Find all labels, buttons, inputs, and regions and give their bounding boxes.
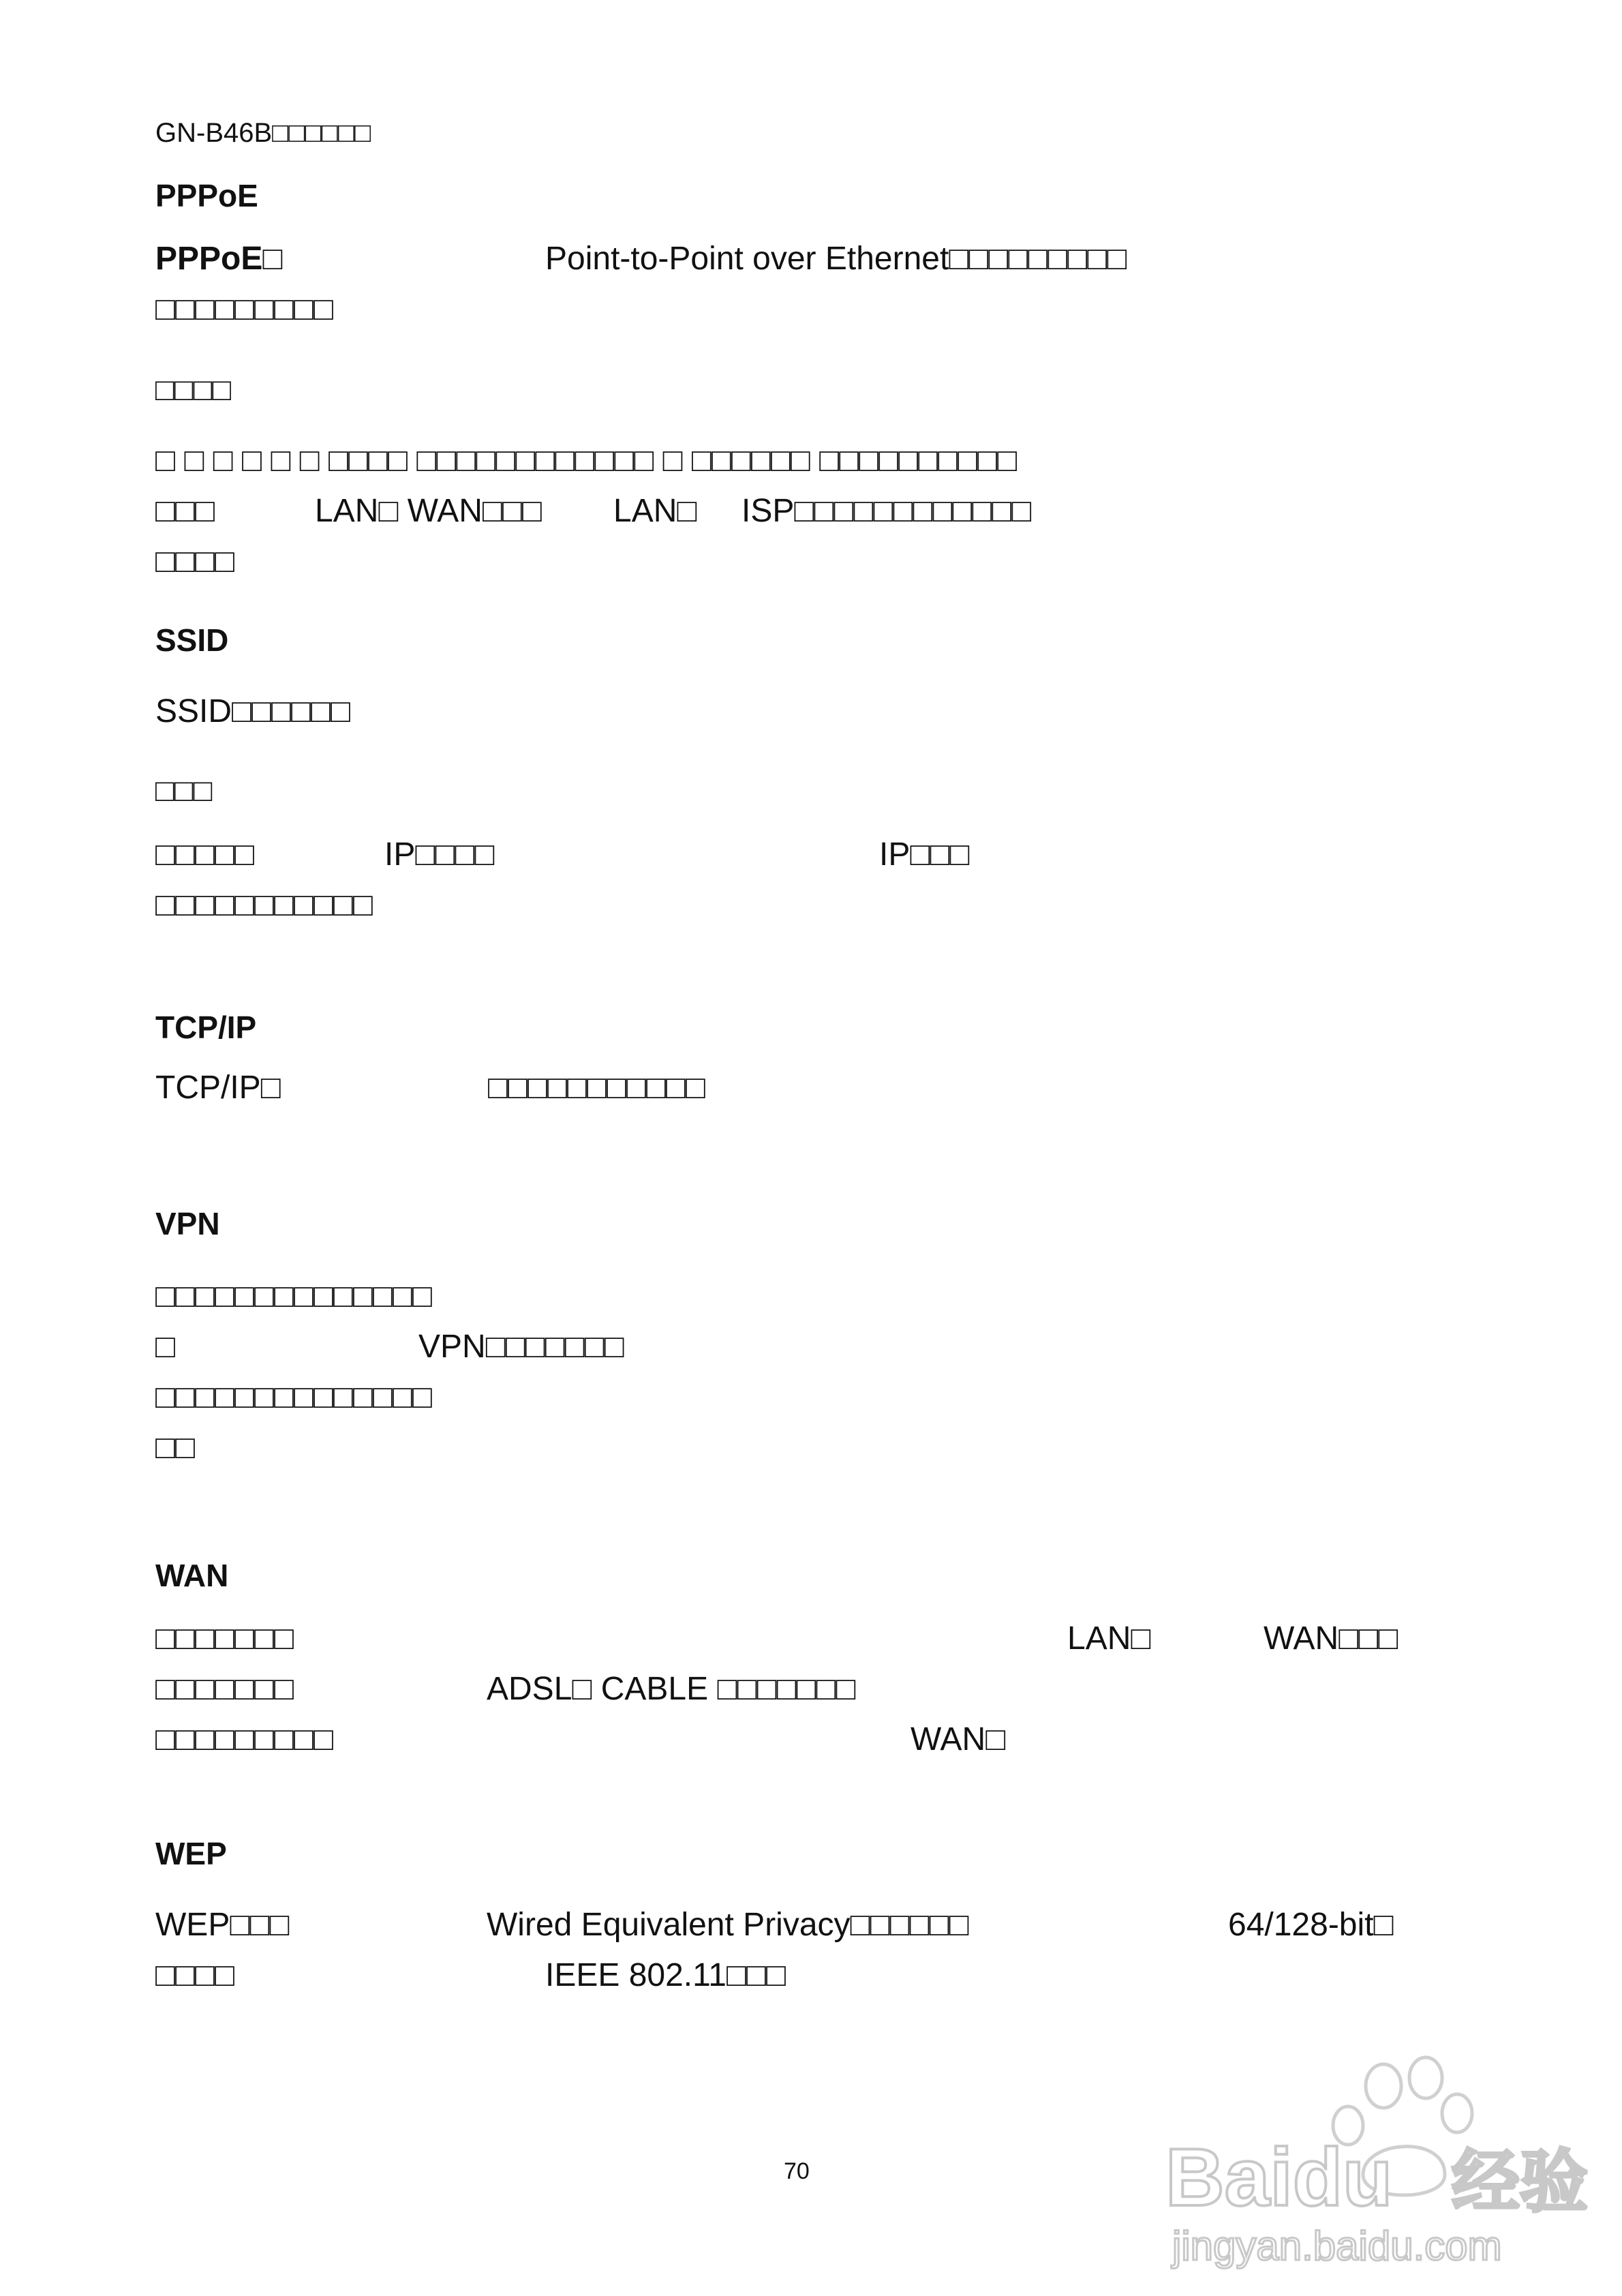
vpn-line2b: VPN□□□□□□□	[418, 1329, 624, 1365]
routing-line2b: LAN□ WAN□□□	[315, 493, 542, 529]
wan-line3a: □□□□□□□□□	[155, 1721, 333, 1757]
section-title-tcpip: TCP/IP	[155, 1010, 257, 1045]
section-title-pppoe: PPPoE	[155, 178, 258, 213]
section-title-subnet: □□□	[155, 772, 213, 808]
wep-line1a: WEP□□□	[155, 1907, 290, 1943]
vpn-line4: □□	[155, 1430, 195, 1466]
pppoe-line1-text: Point-to-Point over Ethernet□□□□□□□□□	[545, 241, 1127, 277]
pppoe-line1-term: PPPoE□	[155, 241, 283, 277]
wep-line2a: □□□□	[155, 1957, 234, 1993]
page-number: 70	[784, 2158, 810, 2184]
ssid-line1: SSID□□□□□□	[155, 693, 350, 729]
wan-line1a: □□□□□□□	[155, 1620, 294, 1657]
wan-line1c: WAN□□□	[1264, 1620, 1398, 1657]
section-title-ssid: SSID	[155, 622, 229, 658]
pppoe-line2-text: □□□□□□□□□	[155, 291, 333, 327]
watermark-url: jingyan.baidu.com	[1172, 2223, 1502, 2269]
baidu-watermark-logo	[1159, 2045, 1595, 2270]
running-header: GN-B46B□□□□□□	[155, 118, 371, 148]
section-title-wan: WAN	[155, 1558, 229, 1593]
subnet-line2: □□□□□□□□□□□	[155, 887, 373, 923]
wep-line1b: Wired Equivalent Privacy□□□□□□	[487, 1907, 969, 1943]
routing-line2c: LAN□	[613, 493, 697, 529]
tcpip-line1b: □□□□□□□□□□□	[488, 1070, 705, 1106]
vpn-line1: □□□□□□□□□□□□□□	[155, 1278, 432, 1314]
wep-line1c: 64/128-bit□	[1228, 1907, 1394, 1943]
wan-line1b: LAN□	[1067, 1620, 1151, 1657]
wep-line2b: IEEE 802.11□□□	[545, 1957, 786, 1993]
subnet-line1c: IP□□□	[879, 836, 970, 873]
subnet-line1a: □□□□□	[155, 836, 254, 873]
watermark-brand: Baidu	[1165, 2132, 1393, 2223]
wan-line2b: ADSL□ CABLE □□□□□□□	[487, 1671, 856, 1707]
section-title-vpn: VPN	[155, 1206, 220, 1241]
tcpip-line1a: TCP/IP□	[155, 1070, 281, 1106]
section-title-wep: WEP	[155, 1836, 227, 1871]
routing-line2d: ISP□□□□□□□□□□□□	[741, 493, 1032, 529]
routing-line1: □ □ □ □ □ □ □□□□ □□□□□□□□□□□□ □ □□□□□□ □□□□□□□□□□	[155, 442, 1017, 479]
section-title-glyph: □□□□	[155, 372, 232, 407]
wan-line3b: WAN□	[911, 1721, 1006, 1757]
vpn-line3: □□□□□□□□□□□□□□	[155, 1379, 432, 1415]
routing-line2a: □□□	[155, 493, 215, 529]
subnet-line1b: IP□□□□	[384, 836, 495, 873]
watermark-cn: 经验	[1452, 2142, 1588, 2222]
wan-line2a: □□□□□□□	[155, 1671, 294, 1707]
routing-line3: □□□□	[155, 543, 234, 579]
vpn-line2a: □	[155, 1329, 175, 1365]
